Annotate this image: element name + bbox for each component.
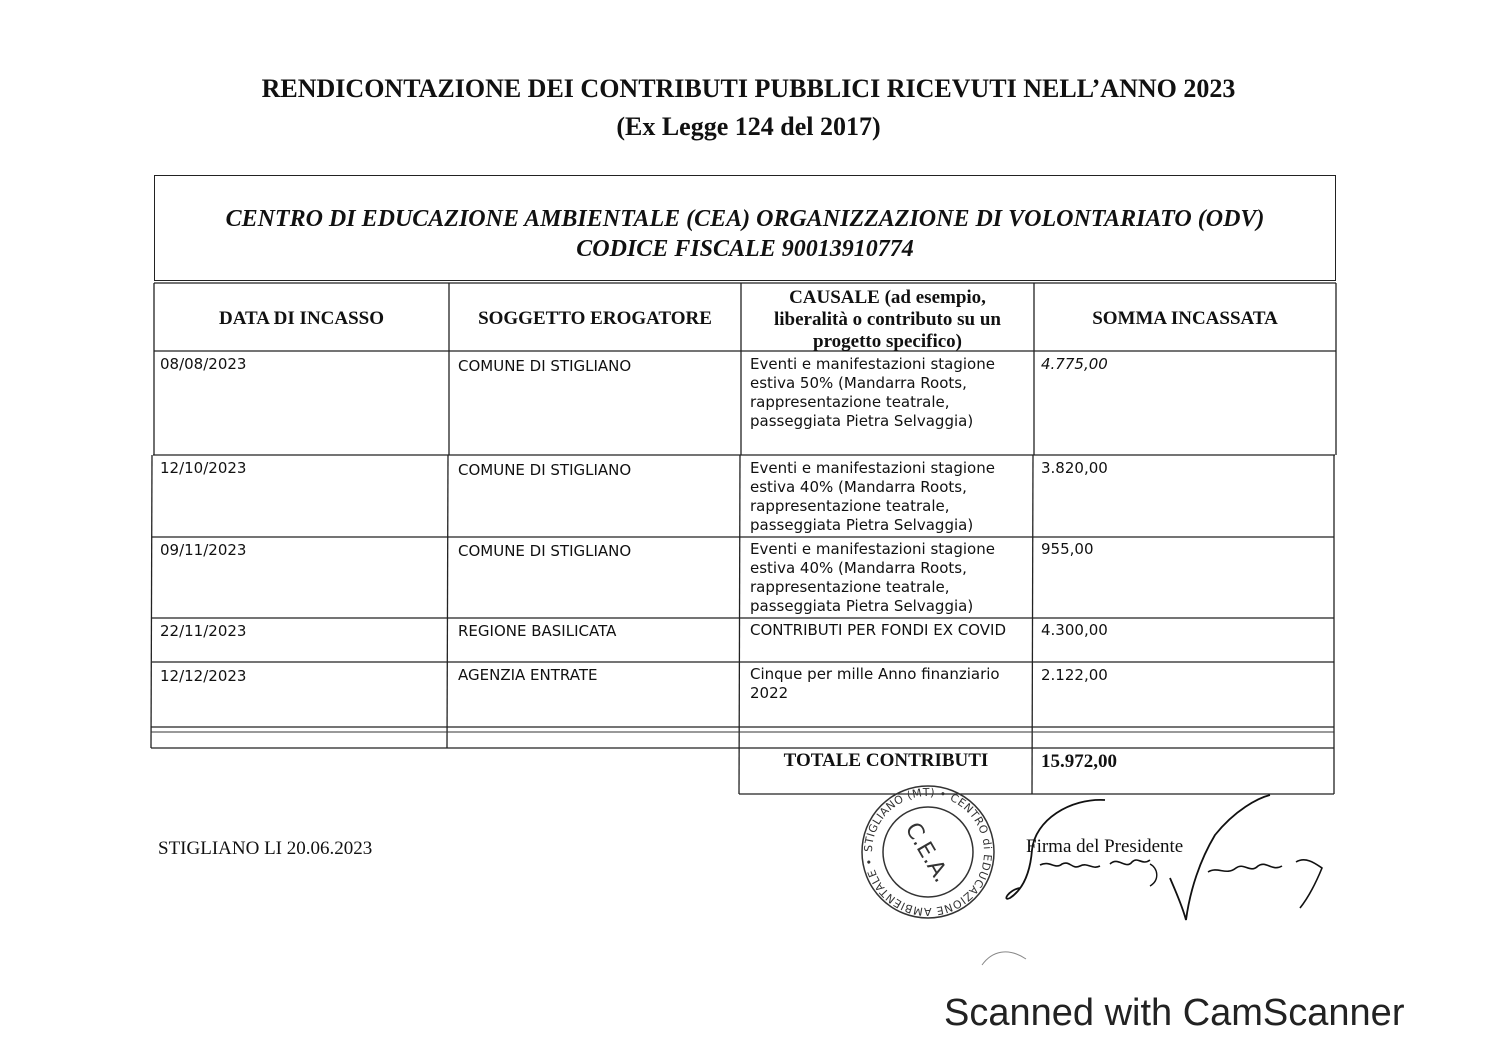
row-amount: 955,00 xyxy=(1041,540,1094,558)
header-reason-line: liberalità o contributo su un xyxy=(774,309,1001,330)
row-donor: COMUNE DI STIGLIANO xyxy=(458,357,632,375)
stamp-text: STIGLIANO (MT) • CENTRO di EDUCAZIONE AMBIENTALE • xyxy=(861,785,995,919)
signature-label: Firma del Presidente xyxy=(1026,836,1184,857)
president-signature xyxy=(1000,790,1330,930)
row-donor: REGIONE BASILICATA xyxy=(458,622,617,640)
reason-line: passeggiata Pietra Selvaggia) xyxy=(750,597,974,615)
place-date: STIGLIANO LI 20.06.2023 xyxy=(158,838,373,859)
row-date: 12/10/2023 xyxy=(160,459,247,477)
row-reason xyxy=(750,355,995,431)
header-reason-line: CAUSALE (ad esempio, xyxy=(789,287,986,308)
reason-line: estiva 50% (Mandarra Roots, xyxy=(750,374,967,392)
reason-line: passeggiata Pietra Selvaggia) xyxy=(750,516,974,534)
header-amount: SOMMA INCASSATA xyxy=(1092,308,1278,329)
header-reason-line: progetto specifico) xyxy=(813,331,962,352)
reason-line: estiva 40% (Mandarra Roots, xyxy=(750,559,967,577)
reason-line: rappresentazione teatrale, xyxy=(750,393,950,411)
row-amount: 3.820,00 xyxy=(1041,459,1108,477)
document-subtitle: (Ex Legge 124 del 2017) xyxy=(616,112,881,141)
camscanner-watermark: Scanned with CamScanner xyxy=(944,992,1405,1034)
row-donor: COMUNE DI STIGLIANO xyxy=(458,542,632,560)
reason-line: Eventi e manifestazioni stagione xyxy=(750,540,995,558)
row-donor: AGENZIA ENTRATE xyxy=(458,666,598,684)
row-reason xyxy=(750,540,995,616)
reason-line: CONTRIBUTI PER FONDI EX COVID xyxy=(750,621,1007,639)
scan-artifact xyxy=(980,945,1030,967)
reason-line: rappresentazione teatrale, xyxy=(750,578,950,596)
organization-name: CENTRO DI EDUCAZIONE AMBIENTALE (CEA) ORGANIZZAZIONE DI VOLONTARIATO (ODV) xyxy=(225,206,1265,232)
reason-line: passeggiata Pietra Selvaggia) xyxy=(750,412,974,430)
row-date: 09/11/2023 xyxy=(160,541,247,559)
total-value: 15.972,00 xyxy=(1041,751,1117,772)
row-amount: 4.775,00 xyxy=(1041,355,1108,373)
row-reason xyxy=(750,459,995,535)
organization-box xyxy=(154,175,1336,281)
header-donor: SOGGETTO EROGATORE xyxy=(478,308,712,329)
reason-line: Eventi e manifestazioni stagione xyxy=(750,355,995,373)
header-date: DATA DI INCASSO xyxy=(218,308,385,329)
row-amount: 2.122,00 xyxy=(1041,666,1108,684)
organization-tax-code: CODICE FISCALE 90013910774 xyxy=(576,236,914,262)
reason-line: Eventi e manifestazioni stagione xyxy=(750,459,995,477)
row-date: 22/11/2023 xyxy=(160,622,247,640)
stamp-seal xyxy=(858,782,998,922)
row-date: 12/12/2023 xyxy=(160,667,247,685)
row-date: 08/08/2023 xyxy=(160,355,247,373)
row-reason xyxy=(750,621,1006,640)
reason-line: rappresentazione teatrale, xyxy=(750,497,950,515)
reason-line: 2022 xyxy=(750,684,789,702)
header-reason xyxy=(741,287,1034,353)
reason-line: Cinque per mille Anno finanziario xyxy=(750,665,1000,683)
stamp-center: C.E.A. xyxy=(899,818,954,888)
reason-line: estiva 40% (Mandarra Roots, xyxy=(750,478,967,496)
total-label: TOTALE CONTRIBUTI xyxy=(783,750,989,771)
row-donor: COMUNE DI STIGLIANO xyxy=(458,461,632,479)
row-reason xyxy=(750,665,1000,703)
row-amount: 4.300,00 xyxy=(1041,621,1108,639)
document-title: RENDICONTAZIONE DEI CONTRIBUTI PUBBLICI RICEVUTI NELL’ANNO 2023 xyxy=(261,74,1236,103)
